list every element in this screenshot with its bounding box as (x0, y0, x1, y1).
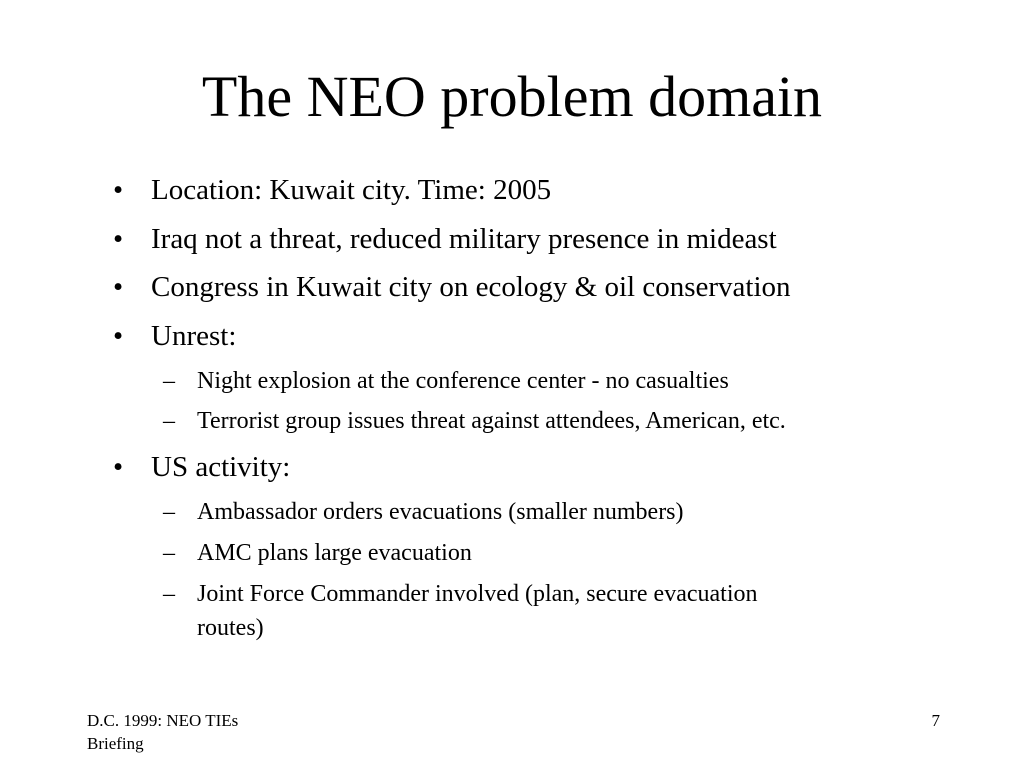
bullet-text: Unrest: (151, 320, 237, 352)
sub-bullet-marker: – (163, 540, 175, 566)
sub-bullet-marker: – (163, 408, 175, 434)
bullet-marker: • (113, 223, 124, 255)
sub-bullet-text: Night explosion at the conference center - no casualties (197, 368, 729, 394)
bullet-marker: • (113, 320, 124, 352)
bullet-text: US activity: (151, 451, 291, 483)
footer-source (87, 709, 287, 755)
sub-bullet-text: Joint Force Commander involved (plan, secure evacuation (197, 581, 758, 607)
sub-bullet-text: Terrorist group issues threat against attendees, American, etc. (197, 408, 786, 434)
bullet-text: Location: Kuwait city. Time: 2005 (151, 174, 552, 206)
bullet-marker: • (113, 451, 124, 483)
footer-line-1: D.C. 1999: NEO TIEs (87, 711, 239, 730)
bullet-marker: • (113, 271, 124, 303)
bullet-text: Congress in Kuwait city on ecology & oil conservation (151, 271, 791, 303)
sub-bullet-marker: – (163, 499, 175, 525)
bullet-text: Iraq not a threat, reduced military presence in mideast (151, 223, 777, 255)
bullet-marker: • (113, 174, 124, 206)
slide-title: The NEO problem domain (201, 64, 823, 129)
page-number: 7 (931, 711, 940, 730)
sub-bullet-text: AMC plans large evacuation (197, 540, 472, 566)
sub-bullet-text: routes) (197, 615, 264, 641)
sub-bullet-marker: – (163, 581, 175, 607)
sub-bullet-text: Ambassador orders evacuations (smaller numbers) (197, 499, 684, 525)
sub-bullet-marker: – (163, 368, 175, 394)
footer-line-2: Briefing (87, 734, 144, 753)
